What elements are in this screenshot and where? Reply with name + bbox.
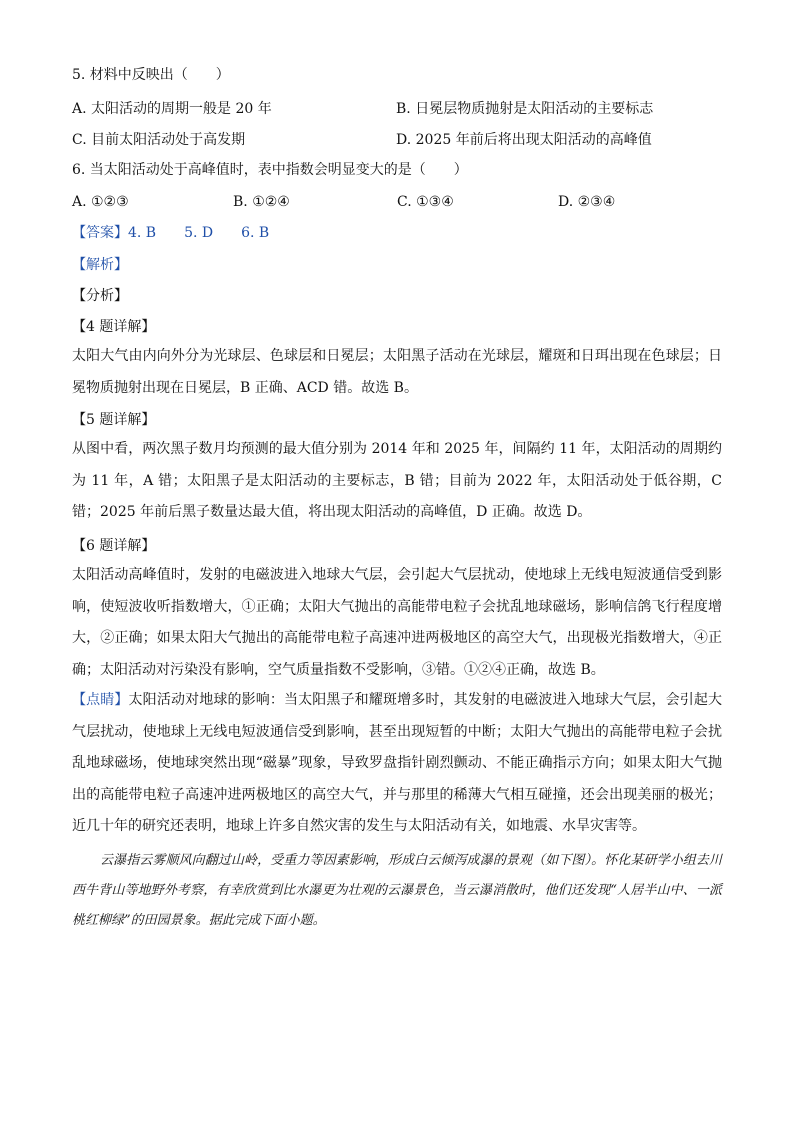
dianjing-tag: 【点睛】 — [72, 692, 129, 708]
q5-option-a: A. 太阳活动的周期一般是 20 年 — [72, 101, 272, 117]
q6-stem: 6. 当太阳活动处于高峰值时，表中指数会明显变大的是（ ） — [72, 162, 468, 178]
q5-option-d: D. 2025 年前后将出现太阳活动的高峰值 — [396, 132, 652, 148]
answer-tag: 【答案】 — [72, 225, 128, 241]
q6-option-a: A. ①②③ — [72, 194, 129, 210]
material-text: 云瀑指云雾顺风向翻过山岭，受重力等因素影响，形成白云倾泻成瀑的景观（如下图）。怀化某研学小组去川西牛背山等地野外考察，有幸欣赏到比水瀑更为壮观的云瀑景色，当云瀑消散时，他们还发现“人居半山中、一派桃红柳绿”的田园景象。据此完成下面小题。 — [72, 853, 722, 928]
d4-tag: 【4 题详解】 — [72, 319, 156, 335]
jiexi-tag: 【解析】 — [72, 257, 128, 273]
d5-text: 从图中看，两次黑子数月均预测的最大值分别为 2014 年和 2025 年，间隔约 11 年，太阳活动的周期约为 11 年，A 错；太阳黑子是太阳活动的主要标志，B 错；目前为 2022 年，太阳活动处于低谷期，C 错；2025 年前后黑子数量达最大值，将出现太阳活动的高峰值，D 正确。故选 D。 — [72, 441, 722, 520]
q6-option-b: B. ①②④ — [233, 194, 290, 210]
q5-option-c: C. 目前太阳活动处于高发期 — [72, 132, 246, 148]
dianjing-block — [72, 685, 722, 843]
q6-option-c: C. ①③④ — [397, 194, 454, 210]
answer-text: 4. B 5. D 6. B — [128, 225, 270, 241]
q5-stem: 5. 材料中反映出（ ） — [72, 67, 230, 83]
d6-text: 太阳活动高峰值时，发射的电磁波进入地球大气层，会引起大气层扰动，使地球上无线电短波通信受到影响，使短波收听指数增大，①正确；太阳大气抛出的高能带电粒子会扰乱地球磁场，影响信鸽飞行程度增大，②正确；如果太阳大气抛出的高能带电粒子高速冲进两极地区的高空大气，出现极光指数增大，④正确；太阳活动对污染没有影响，空气质量指数不受影响，③错。①②④正确，故选 B。 — [72, 567, 722, 678]
d4-text: 太阳大气由内向外分为光球层、色球层和日冕层；太阳黑子活动在光球层，耀斑和日珥出现在色球层；日冕物质抛射出现在日冕层，B 正确、ACD 错。故选 B。 — [72, 348, 722, 396]
d5-tag: 【5 题详解】 — [72, 412, 156, 428]
q6-option-d: D. ②③④ — [558, 194, 616, 210]
fenxi-tag: 【分析】 — [72, 288, 128, 304]
answer-line — [72, 224, 269, 242]
q5-option-b: B. 日冕层物质抛射是太阳活动的主要标志 — [396, 101, 654, 117]
d6-tag: 【6 题详解】 — [72, 538, 156, 554]
dianjing-text: 太阳活动对地球的影响：当太阳黑子和耀斑增多时，其发射的电磁波进入地球大气层，会引起大气层扰动，使地球上无线电短波通信受到影响，甚至出现短暂的中断；太阳大气抛出的高能带电粒子会扰乱地球磁场，使地球突然出现“磁暴”现象，导致罗盘指针剧烈颤动、不能正确指示方向；如果太阳大气抛出的高能带电粒子高速冲进两极地区的高空大气，并与那里的稀薄大气相互碰撞，还会出现美丽的极光；近几十年的研究还表明，地球上许多自然灾害的发生与太阳活动有关，如地震、水旱灾害等。 — [72, 692, 723, 834]
